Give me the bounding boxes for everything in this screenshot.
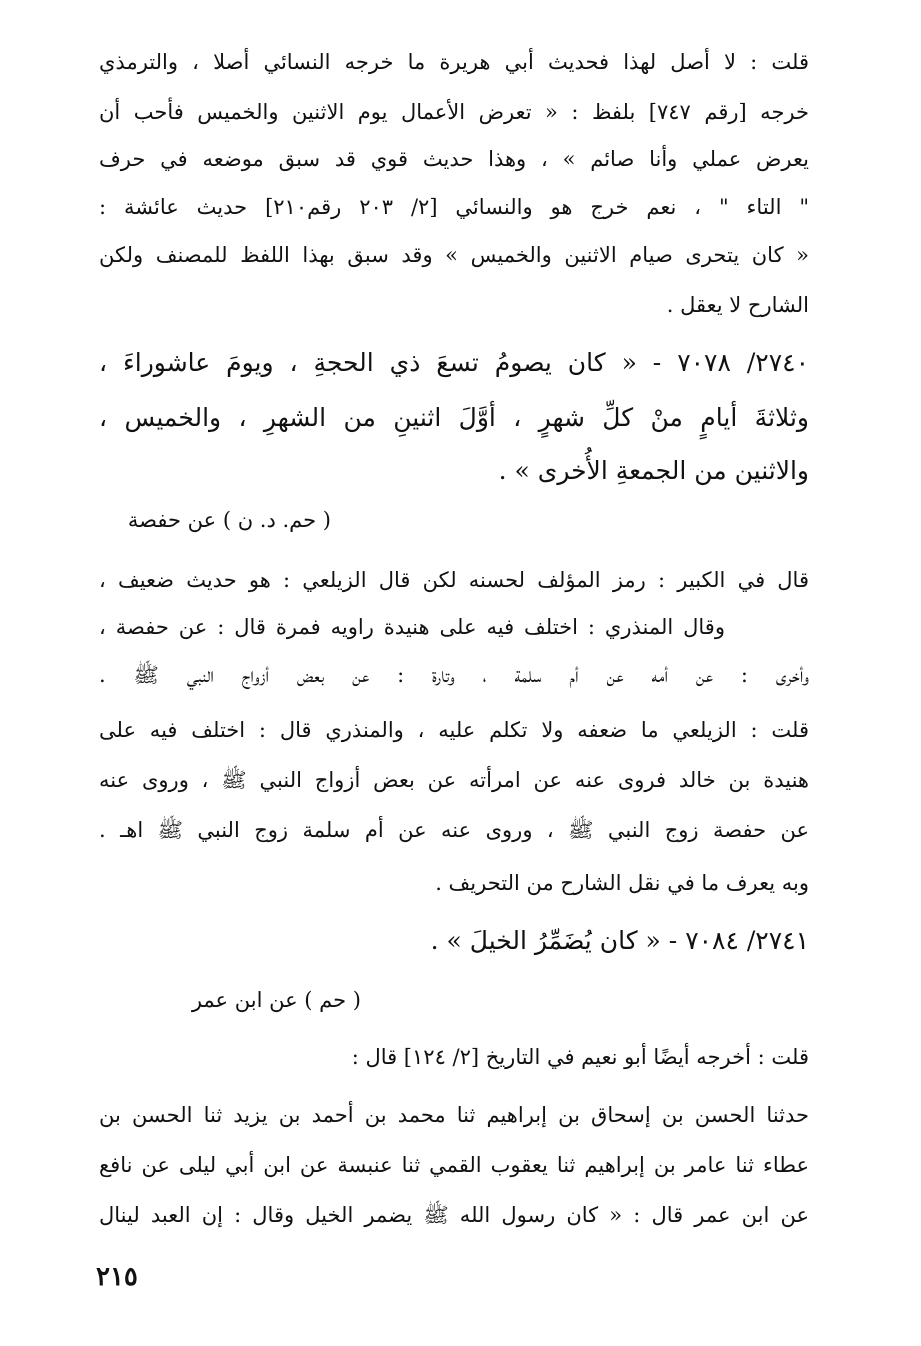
text-line-10: قلت : الزيلعي ما ضعفه ولا تكلم عليه ، والمنذري قال : اختلف فيه على xyxy=(99,718,809,742)
text-line-12: عن حفصة زوج النبي ﷺ ، وروى عنه عن أم سلمة زوج النبي ﷺ اهـ . xyxy=(99,818,809,842)
text-line-4: " التاء " ، نعم خرج هو والنسائي [٢/ ٢٠٣ رقم٢١٠] حديث عائشة : xyxy=(99,195,809,219)
text-line-11: هنيدة بن خالد فروى عنه عن امرأته عن بعض أزواج النبي ﷺ ، وروى عنه xyxy=(99,768,809,792)
hadith-line-1: ٢٧٤٠/ ٧٠٧٨ - « كان يصومُ تسعَ ذي الحجةِ ، ويومَ عاشوراءَ ، xyxy=(99,348,809,377)
text-line-8: وقال المنذري : اختلف فيه على هنيدة راويه فمرة قال : عن حفصة ، xyxy=(99,615,725,639)
text-line-7: قال في الكبير : رمز المؤلف لحسنه لكن قال الزيلعي : هو حديث ضعيف ، xyxy=(99,568,809,592)
page-number: ٢١٥ xyxy=(96,1262,138,1292)
text-line-16: عطاء ثنا عامر بن إبراهيم ثنا يعقوب القمي ثنا عنبسة عن ابن أبي ليلى عن نافع xyxy=(99,1153,809,1177)
hadith-line-4: ٢٧٤١/ ٧٠٨٤ - « كان يُضَمِّرُ الخيلَ » . xyxy=(430,926,809,955)
hadith-line-3: والاثنين من الجمعةِ الأُخرى » . xyxy=(498,456,809,485)
text-line-1: قلت : لا أصل لهذا فحديث أبي هريرة ما خرجه النسائي أصلا ، والترمذي xyxy=(99,50,809,74)
source-line-1: ( حم. د. ن ) عن حفصة xyxy=(127,508,331,532)
text-line-17: عن ابن عمر قال : « كان رسول الله ﷺ يضمر الخيل وقال : إن العبد لينال xyxy=(99,1203,809,1227)
hadith-line-2: وثلاثةَ أيامٍ منْ كلِّ شهرٍ ، أوَّلَ اثنينِ من الشهرِ ، والخميس ، xyxy=(99,403,809,432)
text-line-13: وبه يعرف ما في نقل الشارح من التحريف . xyxy=(435,871,809,895)
text-line-14: قلت : أخرجه أيضًا أبو نعيم في التاريخ [٢/ ١٢٤] قال : xyxy=(351,1045,809,1069)
text-line-2: خرجه [رقم ٧٤٧] بلفظ : « تعرض الأعمال يوم الاثنين والخميس فأحب أن xyxy=(99,100,809,124)
text-line-6: الشارح لا يعقل . xyxy=(666,293,809,317)
text-line-9: وأخرى : عن أمه عن أم سلمة ، وتارة : عن بعض أزواج النبي ﷺ . xyxy=(99,663,809,687)
text-line-3: يعرض عملي وأنا صائم » ، وهذا حديث قوي قد سبق موضعه في حرف xyxy=(99,147,809,171)
text-line-15: حدثنا الحسن بن إسحاق بن إبراهيم ثنا محمد بن أحمد بن يزيد ثنا الحسن بن xyxy=(99,1103,809,1127)
text-line-5: « كان يتحرى صيام الاثنين والخميس » وقد سبق بهذا اللفظ للمصنف ولكن xyxy=(99,243,809,267)
source-line-2: ( حم ) عن ابن عمر xyxy=(191,988,361,1012)
